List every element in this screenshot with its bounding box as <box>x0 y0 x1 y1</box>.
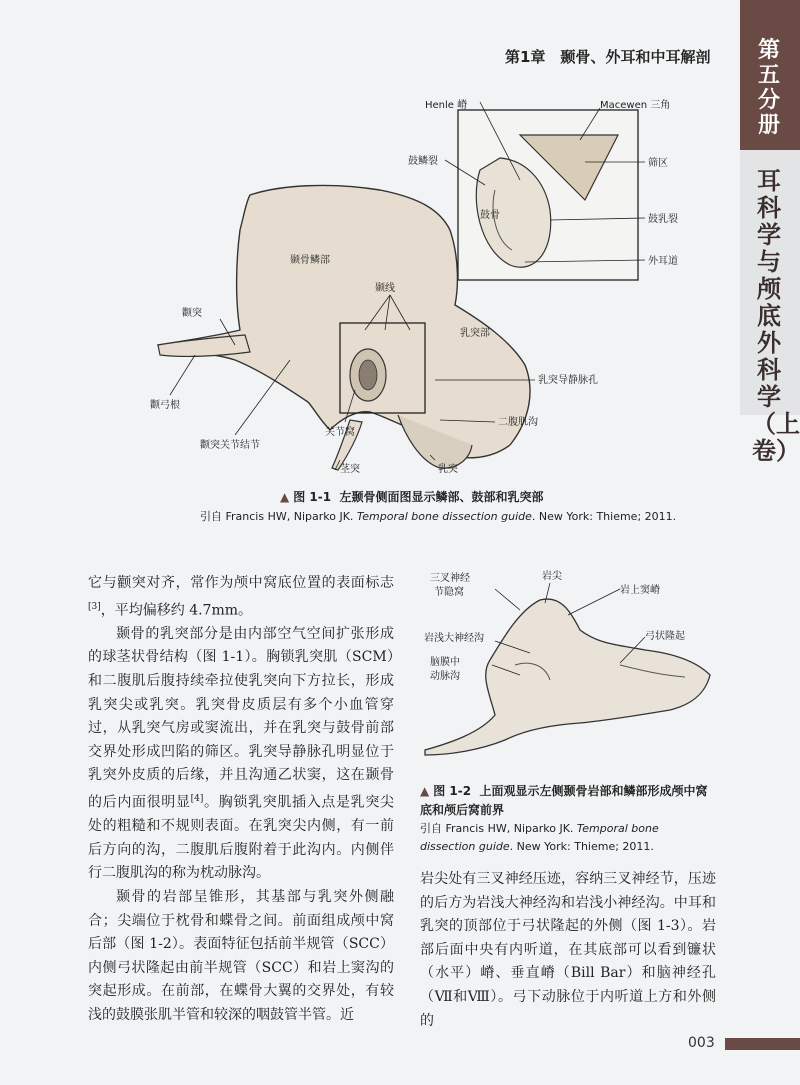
label-mma-2: 动脉沟 <box>430 671 460 682</box>
caption-text: 上面观显示左侧颞骨岩部和鳞部形成颅中窝底和颅后窝前界 <box>420 784 708 817</box>
body-right-column <box>420 868 716 1033</box>
side-tab-part <box>740 0 800 150</box>
label-mastoid-emissary: 乳突导静脉孔 <box>538 375 598 386</box>
label-mma-1: 脑膜中 <box>430 657 460 668</box>
citation: [3] <box>88 601 101 612</box>
source-prefix: 引自 Francis HW, Niparko JK. <box>200 510 357 523</box>
label-henle: Henle 嵴 <box>425 100 468 111</box>
figure-1-1-source <box>200 508 720 524</box>
label-arcuate: 弓状隆起 <box>645 631 685 642</box>
triangle-icon: ▲ <box>280 490 290 504</box>
figure-1-1 <box>140 90 678 485</box>
label-cribriform: 筛区 <box>648 158 668 169</box>
label-tympanic-bone: 鼓骨 <box>480 210 500 221</box>
label-zygomatic: 颧突 <box>182 308 202 319</box>
label-macewen: Macewen 三角 <box>600 100 671 111</box>
caption-number: 图 1-2 <box>433 784 472 798</box>
page-bar <box>725 1038 800 1050</box>
source-title: Temporal bone dissection guide <box>356 510 532 523</box>
caption-text: 左颞骨侧面图显示鳞部、鼓部和乳突部 <box>339 490 544 504</box>
page-number: 003 <box>688 1035 715 1051</box>
text-span: 。胸锁乳突肌插入点是乳突尖处的粗糙和不规则表面。在乳突尖内侧，有一前后方向的沟，二腹肌后腹附着于此沟内。内侧伴行二腹肌沟的称为枕动脉沟。 <box>88 794 395 882</box>
label-glenoid: 关节窝 <box>325 427 355 438</box>
body-left-column <box>88 572 394 1028</box>
label-digastric: 二腹肌沟 <box>498 417 538 428</box>
label-trigeminal-1: 三叉神经 <box>430 573 470 584</box>
text-span: 它与颧突对齐，常作为颅中窝底位置的表面标志 <box>88 575 394 591</box>
source-suffix: . New York: Thieme; 2011. <box>531 510 677 523</box>
triangle-icon: ▲ <box>420 784 430 798</box>
label-articular-tubercle: 颧突关节结节 <box>200 440 260 451</box>
paragraph <box>88 572 394 623</box>
label-tympanomastoid: 鼓乳裂 <box>648 214 678 225</box>
citation: [4] <box>190 794 204 804</box>
label-mastoid-part: 乳突部 <box>460 328 490 339</box>
label-gspn: 岩浅大神经沟 <box>424 633 484 644</box>
figure-1-2-caption <box>420 782 716 820</box>
label-sup-petrosal: 岩上窦嵴 <box>620 585 660 596</box>
label-tympanosquamous: 鼓鳞裂 <box>408 156 438 167</box>
text-span: 颞骨的乳突部分是由内部空气空间扩张形成的球茎状骨结构（图 1-1）。胸锁乳突肌（SCM）和二腹肌后腹持续牵拉使乳突向下方拉长，形成乳突尖或乳突。乳突骨皮质层有多个小血管穿过，从乳突气房或窦流出，并在乳突与鼓骨前部交界处形成凹陷的筛区。乳突导静脉孔明显位于乳突外皮质的后缘，并且沟通乙状窦，这在颞骨的后内面很明显 <box>88 625 394 811</box>
book-title: 耳科学与颅底外科学（上卷） <box>752 167 800 465</box>
figure-1-1-caption <box>280 488 700 505</box>
label-styloid: 茎突 <box>340 464 360 475</box>
paragraph <box>88 623 394 886</box>
side-tab-book <box>740 150 800 465</box>
label-apex: 岩尖 <box>542 571 562 582</box>
label-eac: 外耳道 <box>648 256 678 267</box>
label-trigeminal-2: 节隐窝 <box>434 587 464 598</box>
petrous-bone-illustration <box>425 599 710 755</box>
source-prefix: 引自 Francis HW, Niparko JK. <box>420 822 577 835</box>
text-span: ，平均偏移约 4.7mm。 <box>100 602 253 619</box>
figure-1-2-source <box>420 820 716 856</box>
figure-1-2 <box>420 565 720 775</box>
label-zygomatic-root: 颧弓根 <box>150 400 180 411</box>
label-mastoid-tip: 乳突 <box>438 464 458 475</box>
source-suffix: . New York: Thieme; 2011. <box>509 840 654 853</box>
chapter-header: 第1章 颞骨、外耳和中耳解剖 <box>505 48 711 66</box>
label-temporal-line: 颞线 <box>375 283 395 294</box>
paragraph: 岩尖处有三叉神经压迹，容纳三叉神经节，压迹的后方为岩浅大神经沟和岩浅小神经沟。中耳和乳突的顶部位于弓状隆起的外侧（图 1-3）。岩部后面中央有内听道，在其底部可以看到镰状（水平）嵴、垂直嵴（Bill Bar）和脑神经孔（Ⅶ和Ⅷ）。弓下动脉位于内听道上方和外侧的 <box>420 871 716 1029</box>
part-label: 第五分册 <box>757 38 780 138</box>
caption-number: 图 1-1 <box>293 490 332 504</box>
source-title: Temporal bone dissection guide <box>420 822 659 853</box>
paragraph: 颞骨的岩部呈锥形，其基部与乳突外侧融合；尖端位于枕骨和蝶骨之间。前面组成颅中窝后部（图 1-2）。表面特征包括前半规管（SCC）内侧弓状隆起由前半规管（SCC）和岩上窦沟的突起形成。在前部，在蝶骨大翼的交界处，有较浅的鼓膜张肌半管和较深的咽鼓管半管。近 <box>88 889 394 1023</box>
label-squamous: 颞骨鳞部 <box>290 255 330 266</box>
